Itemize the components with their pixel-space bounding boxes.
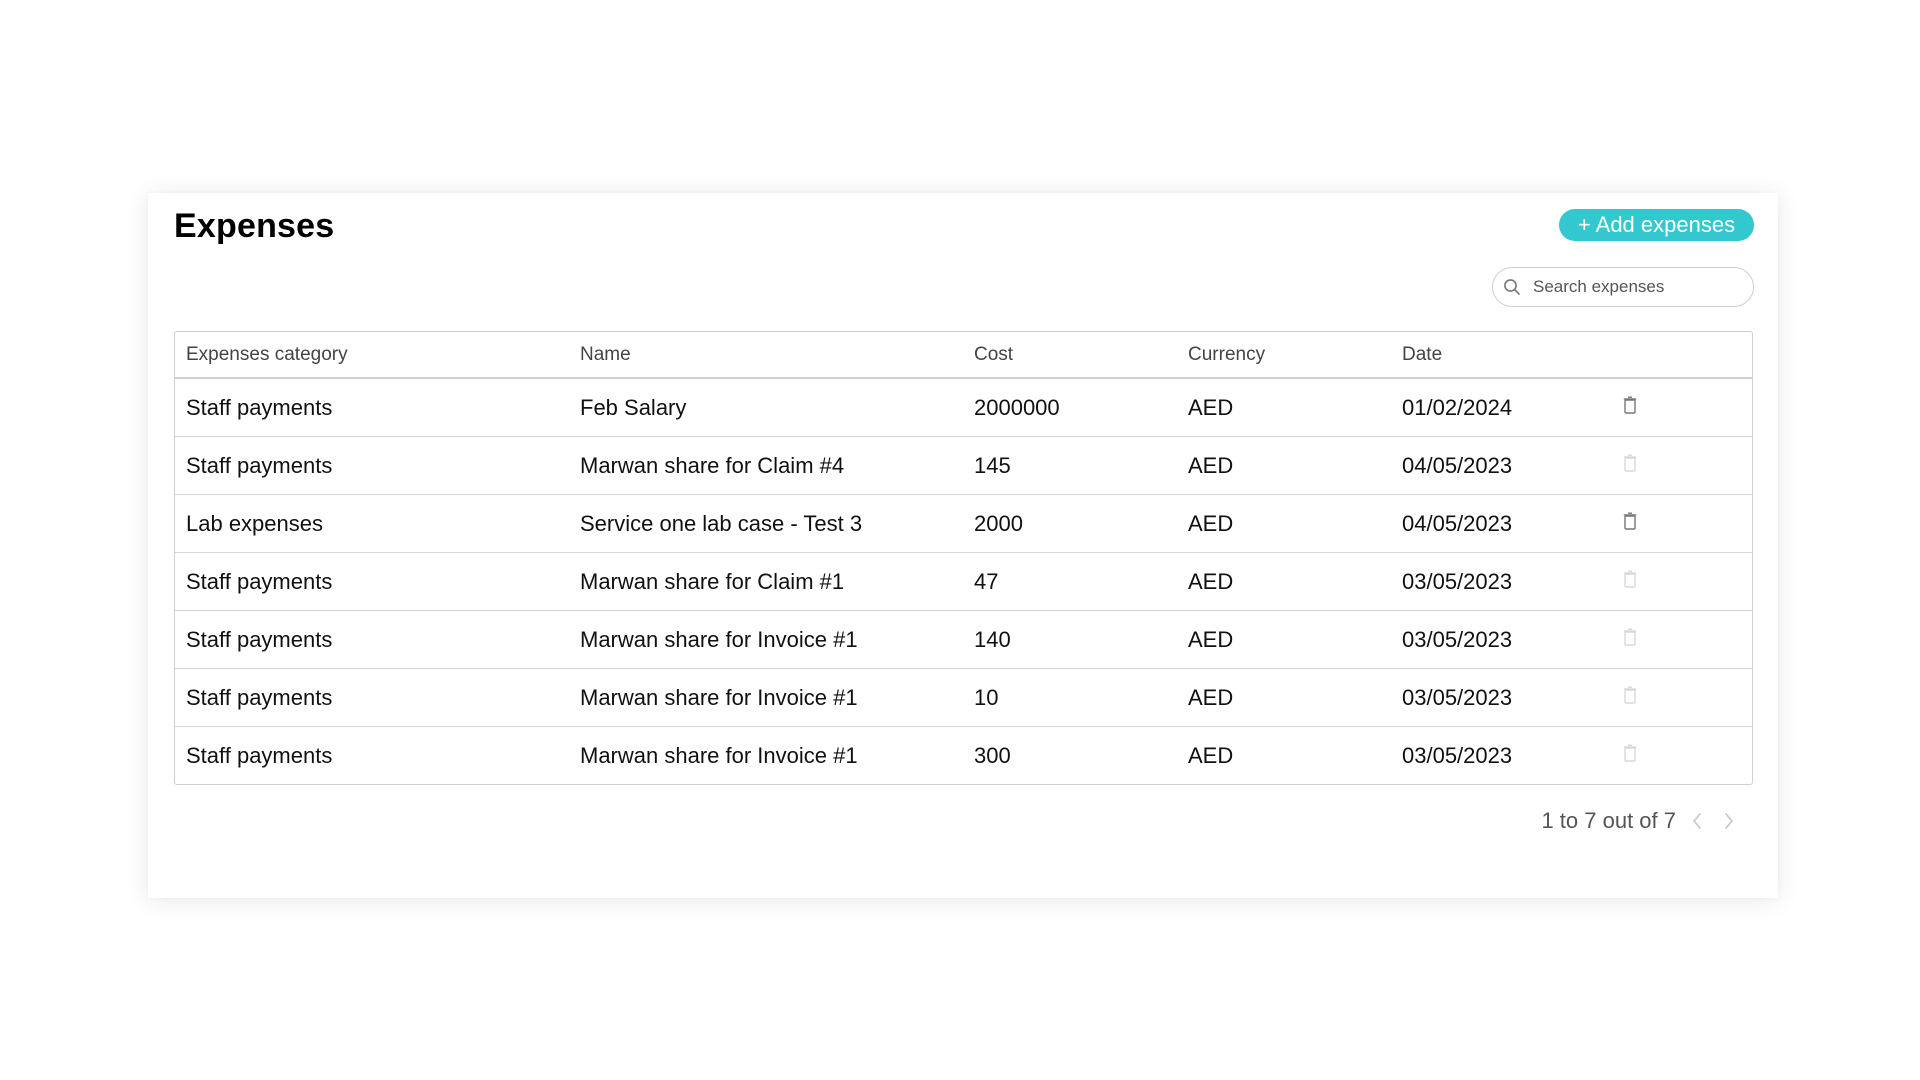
cell-actions <box>1612 727 1752 785</box>
cell-name: Marwan share for Invoice #1 <box>569 611 963 669</box>
column-header-cost[interactable]: Cost <box>963 332 1177 378</box>
cell-actions <box>1612 611 1752 669</box>
cell-actions <box>1612 495 1752 553</box>
table-body <box>175 378 1752 784</box>
cell-name: Marwan share for Invoice #1 <box>580 742 858 768</box>
cell-category: Staff payments <box>175 611 569 669</box>
cell-category: Staff payments <box>175 378 569 437</box>
delete-button[interactable] <box>1623 744 1637 763</box>
cell-cost: 140 <box>963 611 1177 669</box>
cell-name: Marwan share for Claim #1 <box>569 553 963 611</box>
table-row[interactable] <box>175 437 1752 495</box>
delete-button[interactable] <box>1623 686 1637 705</box>
cell-name: Marwan share for Claim #4 <box>569 437 963 495</box>
cell-currency: AED <box>1177 669 1391 727</box>
cell-date: 03/05/2023 <box>1402 742 1513 768</box>
trash-icon <box>1623 454 1637 473</box>
table-row[interactable] <box>175 611 1752 669</box>
cell-actions <box>1612 378 1752 437</box>
chevron-left-icon <box>1691 812 1703 830</box>
cell-actions <box>1612 437 1752 495</box>
cell-date: 03/05/2023 <box>1391 611 1612 669</box>
cell-date: 01/02/2024 <box>1391 378 1612 437</box>
delete-button[interactable] <box>1623 396 1637 415</box>
trash-icon <box>1623 686 1637 705</box>
cell-name: Marwan share for Invoice #1 <box>569 669 963 727</box>
pagination-summary: 1 to 7 out of 7 <box>1541 808 1676 833</box>
add-expenses-button[interactable]: + Add expenses <box>1559 209 1754 241</box>
cell-category: Staff payments <box>175 553 569 611</box>
chevron-right-icon <box>1723 812 1735 830</box>
trash-icon <box>1623 512 1637 531</box>
cell-cost: 145 <box>963 437 1177 495</box>
cell-cost: 2000 <box>963 495 1177 553</box>
cell-cost: 300 <box>974 742 1011 768</box>
cell-actions <box>1612 669 1752 727</box>
cell-date: 04/05/2023 <box>1391 437 1612 495</box>
table-row[interactable] <box>175 378 1752 437</box>
cell-currency: AED <box>1177 611 1391 669</box>
expenses-card <box>148 193 1778 898</box>
table-row[interactable] <box>175 727 1752 785</box>
cell-name: Service one lab case - Test 3 <box>569 495 963 553</box>
trash-icon <box>1623 744 1637 763</box>
cell-date: 03/05/2023 <box>1391 553 1612 611</box>
table-row[interactable] <box>175 553 1752 611</box>
delete-button[interactable] <box>1623 570 1637 589</box>
cell-category: Staff payments <box>186 742 333 768</box>
cell-category: Staff payments <box>175 437 569 495</box>
column-header-currency[interactable]: Currency <box>1177 332 1391 378</box>
column-header-category[interactable]: Expenses category <box>175 332 569 378</box>
prev-page-button[interactable] <box>1686 807 1708 835</box>
cell-currency: AED <box>1177 495 1391 553</box>
trash-icon <box>1623 396 1637 415</box>
column-header-name[interactable]: Name <box>569 332 963 378</box>
cell-category: Lab expenses <box>175 495 569 553</box>
trash-icon <box>1623 570 1637 589</box>
search-icon <box>1503 278 1521 296</box>
delete-button[interactable] <box>1623 454 1637 473</box>
cell-cost: 47 <box>963 553 1177 611</box>
delete-button[interactable] <box>1623 512 1637 531</box>
cell-actions <box>1612 553 1752 611</box>
delete-button[interactable] <box>1623 628 1637 647</box>
search-input[interactable] <box>1531 276 1735 298</box>
cell-currency: AED <box>1177 437 1391 495</box>
table-row[interactable] <box>175 669 1752 727</box>
column-header-date[interactable]: Date <box>1391 332 1612 378</box>
table-row[interactable] <box>175 495 1752 553</box>
cell-category: Staff payments <box>175 669 569 727</box>
cell-cost: 10 <box>963 669 1177 727</box>
page-title: Expenses <box>174 207 335 245</box>
column-header-actions <box>1612 332 1752 378</box>
search-box[interactable] <box>1492 267 1754 307</box>
cell-name: Feb Salary <box>569 378 963 437</box>
pagination <box>1541 807 1740 835</box>
trash-icon <box>1623 628 1637 647</box>
cell-date: 04/05/2023 <box>1391 495 1612 553</box>
table-header-row <box>175 332 1752 378</box>
cell-currency: AED <box>1188 742 1234 768</box>
cell-cost: 2000000 <box>963 378 1177 437</box>
next-page-button[interactable] <box>1718 807 1740 835</box>
expenses-table <box>174 331 1753 785</box>
cell-date: 03/05/2023 <box>1391 669 1612 727</box>
cell-currency: AED <box>1177 378 1391 437</box>
cell-currency: AED <box>1177 553 1391 611</box>
